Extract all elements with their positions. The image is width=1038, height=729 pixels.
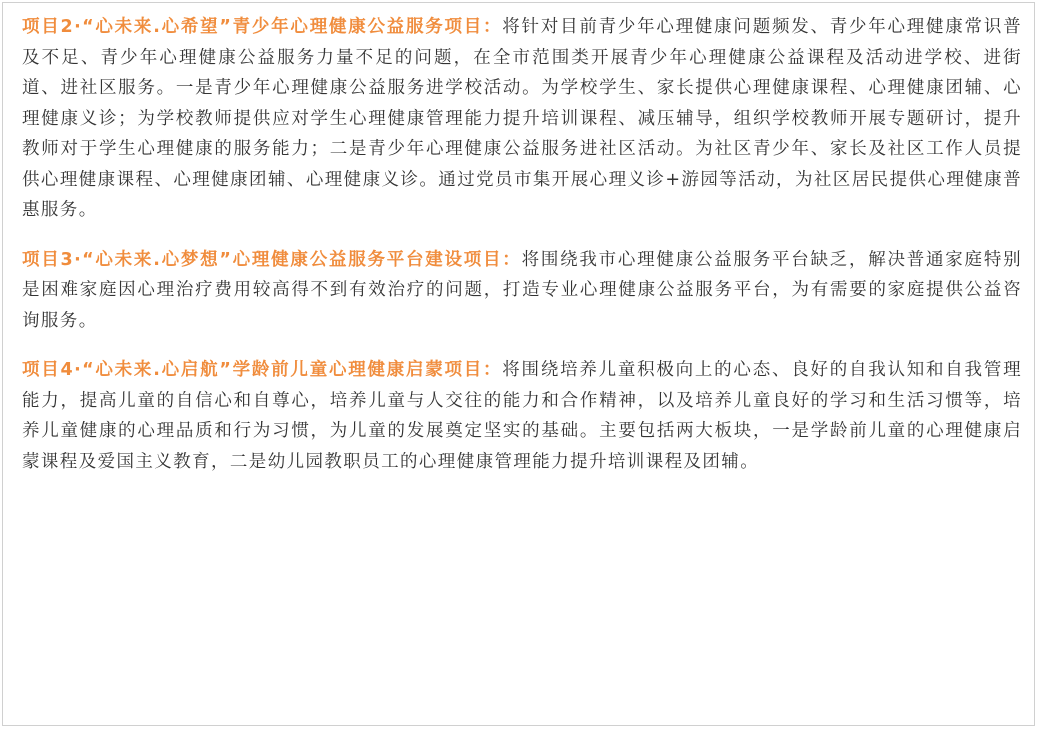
paragraph-project-2 <box>22 12 1022 226</box>
paragraph-project-3 <box>22 245 1022 337</box>
paragraph-project-4 <box>22 355 1022 477</box>
project-4-heading: 项目4·“心未来.心启航”学龄前儿童心理健康启蒙项目： <box>22 360 503 380</box>
project-2-body: 将针对目前青少年心理健康问题频发、青少年心理健康常识普及不足、青少年心理健康公益服务力量不足的问题，在全市范围类开展青少年心理健康公益课程及活动进学校、进街道、进社区服务。一是青少年心理健康公益服务进学校活动。为学校学生、家长提供心理健康课程、心理健康团辅、心理健康义诊；为学校教师提供应对学生心理健康管理能力提升培训课程、减压辅导，组织学校教师开展专题研讨，提升教师对于学生心理健康的服务能力；二是青少年心理健康公益服务进社区活动。为社区青少年、家长及社区工作人员提供心理健康课程、心理健康团辅、心理健康义诊。通过党员市集开展心理义诊+游园等活动，为社区居民提供心理健康普惠服务。 <box>22 17 1022 220</box>
project-3-body: 将围绕我市心理健康公益服务平台缺乏，解决普通家庭特别是困难家庭因心理治疗费用较高得不到有效治疗的问题，打造专业心理健康公益服务平台，为有需要的家庭提供公益咨询服务。 <box>22 249 1022 331</box>
project-3-heading: 项目3·“心未来.心梦想”心理健康公益服务平台建设项目： <box>22 249 522 270</box>
document-content <box>22 12 1022 496</box>
project-2-heading: 项目2·“心未来.心希望”青少年心理健康公益服务项目： <box>22 17 503 37</box>
project-4-body: 将围绕培养儿童积极向上的心态、良好的自我认知和自我管理能力，提高儿童的自信心和自尊心，培养儿童与人交往的能力和合作精神，以及培养儿童良好的学习和生活习惯等，培养儿童健康的心理品质和行为习惯，为儿童的发展奠定坚实的基础。主要包括两大板块，一是学龄前儿童的心理健康启蒙课程及爱国主义教育，二是幼儿园教职员工的心理健康管理能力提升培训课程及团辅。 <box>22 360 1022 472</box>
